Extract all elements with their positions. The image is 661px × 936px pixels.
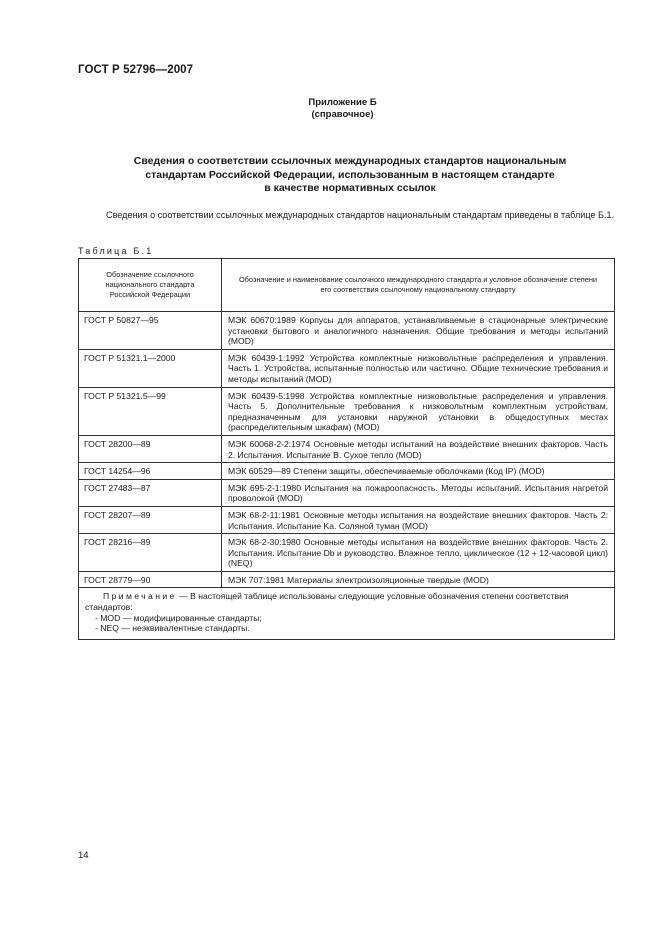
row-description: МЭК 60439-5:1998 Устройства комплектные низковольтные распределения и управления. Часть 5. Дополнительные требования к низковольтным комплектным устройствам, предназначенным для установки наружной установки в общедоступных местах (распределительным шкафам) (MOD) [222,387,615,435]
row-description: МЭК 695-2-1:1980 Испытания на пожароопасность. Методы испытаний. Испытания нагретой проволокой (MOD) [222,479,615,506]
section-title [80,155,620,196]
row-description: МЭК 60670:1989 Корпусы для аппаратов, устанавливаемые в стационарные электрические установки бытового и аналогичного назначения. Общие требования и методы испытаний (MOD) [222,312,615,350]
note-item: - NEQ — неэквивалентные стандарты. [95,623,250,634]
table-note [79,588,615,639]
note-item: - MOD — модифицированные стандарты; [95,612,262,623]
row-code: ГОСТ 28216—89 [79,534,222,572]
table-row [79,463,615,480]
header-national-standard: Обозначение ссылочного национального стандарта Российской Федерации [79,259,222,312]
row-code: ГОСТ 28200—89 [79,435,222,462]
note-label: Примечание [103,591,177,602]
row-description: МЭК 68-2-30:1980 Основные методы испытания на воздействие внешних факторов. Часть 2. Испытания. Испытание Db и руководство. Влажное тепло, циклическое (12 + 12-часовой цикл) (NEQ) [222,534,615,572]
table-caption: Таблица Б.1 [78,246,154,256]
title-line: стандартам Российской Федерации, использованным в настоящем стандарте [145,168,555,181]
table-row [79,349,615,387]
intro-paragraph [78,210,618,222]
row-description: МЭК 707:1981 Материалы электроизоляционные твердые (MOD) [222,571,615,588]
table-row [79,506,615,533]
row-description: МЭК 60529—89 Степени защиты, обеспечиваемые оболочками (Код IP) (MOD) [222,463,615,480]
table-row [79,312,615,350]
intro-text: Сведения о соответствии ссылочных международных стандартов национальным стандартам приведены в таблице Б.1. [106,210,615,220]
title-line: Сведения о соответствии ссылочных международных стандартов национальным [133,155,567,167]
row-code: ГОСТ 28779—90 [79,571,222,588]
page-number: 14 [78,850,89,861]
table-row [79,435,615,462]
row-code: ГОСТ Р 51321.5—99 [79,387,222,435]
title-line: в качестве нормативных ссылок [264,182,436,194]
row-code: ГОСТ Р 50827—95 [79,312,222,350]
note-text: — В настоящей таблице использованы следующие условные обозначения степени соответствия стандартов: [85,591,569,613]
row-description: МЭК 60439-1:1992 Устройства комплектные низковольтные распределения и управления. Часть 1. Устройства, испытанные полностью или частично. Общие технические требования и методы испытаний (MOD) [222,349,615,387]
table-note-row [79,588,615,639]
header-international-standard: Обозначение и наименование ссылочного международного стандарта и условное обозначение степени его соответствия ссылочному национальному стандарту [222,259,615,312]
table-header-row [79,259,615,312]
row-description: МЭК 60068-2-2:1974 Основные методы испытаний на воздействие внешних факторов. Часть 2. Испытания. Испытание В. Сухое тепло (MOD) [222,435,615,462]
table-row [79,571,615,588]
row-code: ГОСТ 28207—89 [79,506,222,533]
row-code: ГОСТ Р 51321.1—2000 [79,349,222,387]
table-row [79,479,615,506]
row-code: ГОСТ 14254—96 [79,463,222,480]
appendix-kind: (справочное) [311,109,374,120]
appendix-title: Приложение Б [308,97,377,108]
standards-table [78,258,615,640]
table-row [79,387,615,435]
standard-id: ГОСТ Р 52796—2007 [78,64,194,76]
row-code: ГОСТ 27483—87 [79,479,222,506]
row-description: МЭК 68-2-11:1981 Основные методы испытания на воздействие внешних факторов. Часть 2: Испытания. Испытание Ka. Соляной туман (MOD) [222,506,615,533]
table-row [79,534,615,572]
note-lead [85,591,608,612]
